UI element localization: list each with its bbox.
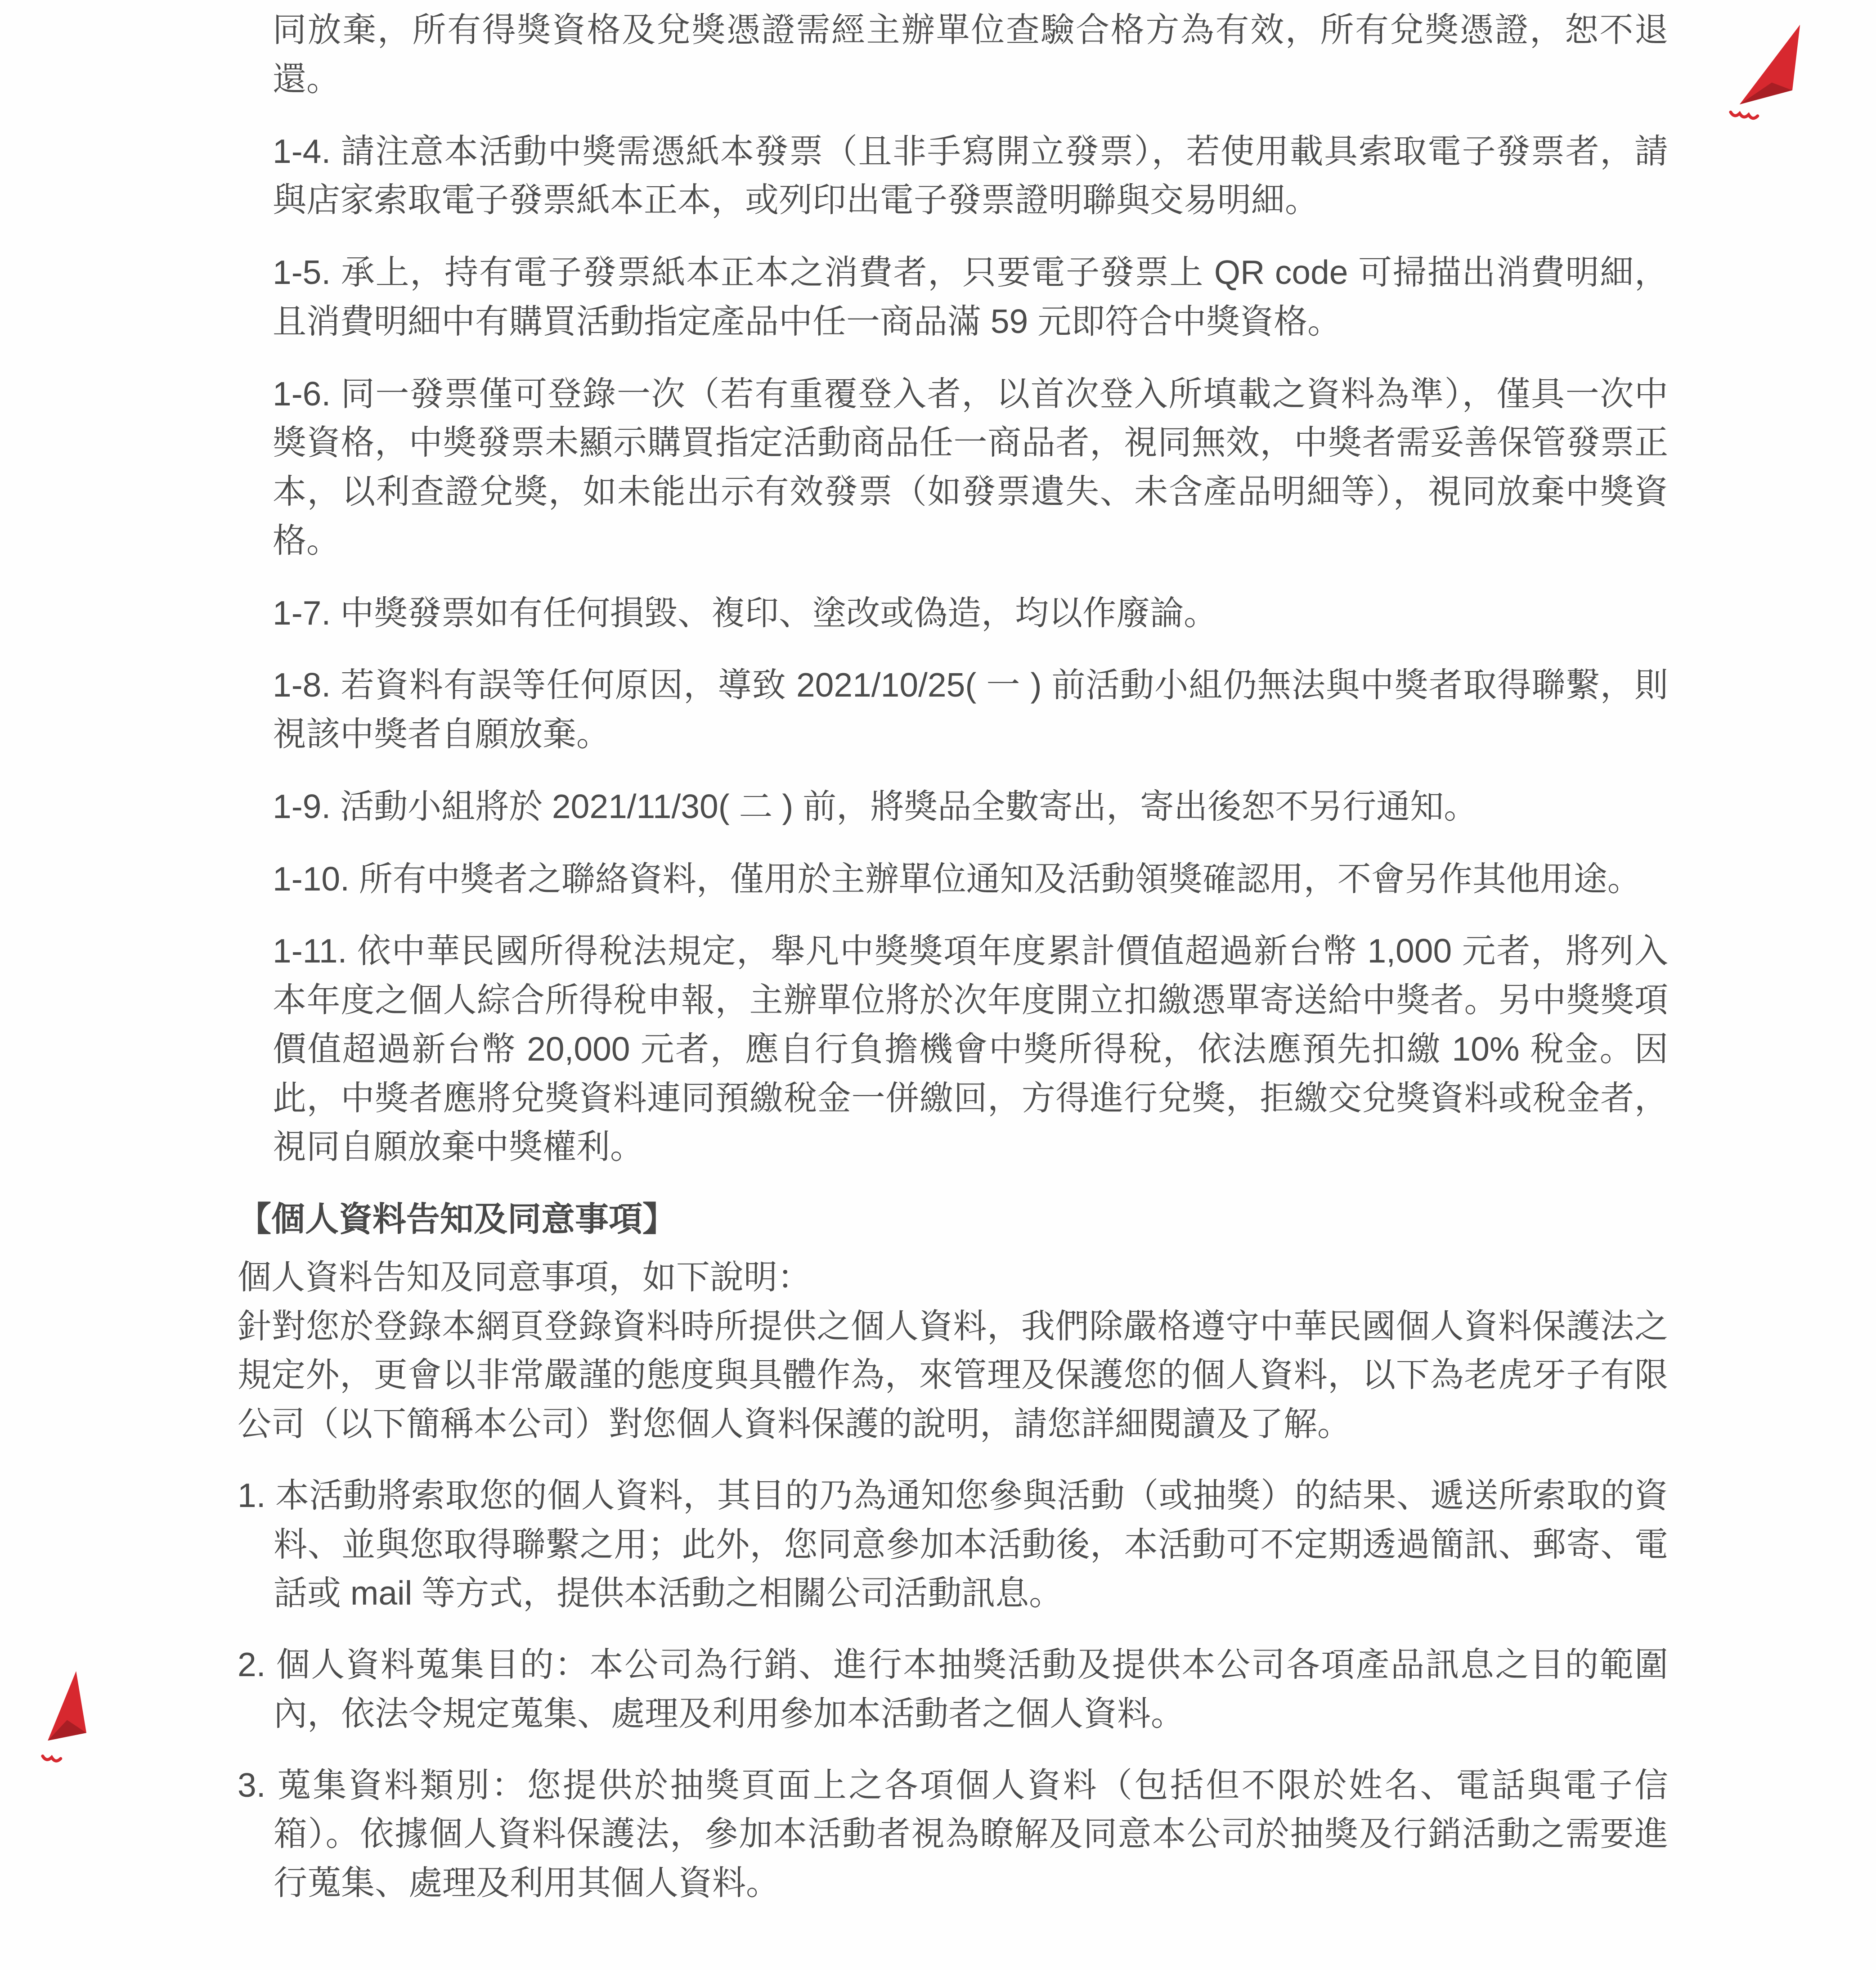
clause-text: 中獎發票如有任何損毀、複印、塗改或偽造，均以作廢論。 <box>340 594 1218 632</box>
privacy-intro <box>238 1253 1668 1448</box>
privacy-item-text: 本活動將索取您的個人資料，其目的乃為通知您參與活動（或抽獎）的結果、遞送所索取的資料、並與您取得聯繫之用；此外，您同意參加本活動後，本活動可不定期透過簡訊、郵寄、電話或 mail 等方式，提供本活動之相關公司活動訊息。 <box>274 1476 1668 1612</box>
privacy-item-number: 3. <box>238 1766 266 1804</box>
clause-1-9 <box>273 782 1668 831</box>
clause-1-11 <box>273 927 1668 1171</box>
clause-text: 活動小組將於 2021/11/30( 二 ) 前，將獎品全數寄出，寄出後恕不另行通知。 <box>340 787 1478 825</box>
clause-1-4 <box>273 127 1668 225</box>
paragraph-continuation: 同放棄，所有得獎資格及兌獎憑證需經主辦單位查驗合格方為有效，所有兌獎憑證，恕不退還。 <box>273 11 1668 98</box>
clause-number: 1-11. <box>273 932 347 970</box>
clause-text: 請注意本活動中獎需憑紙本發票（且非手寫開立發票），若使用載具索取電子發票者，請與店家索取電子發票紙本正本，或列印出電子發票證明聯與交易明細。 <box>273 132 1668 219</box>
ribbon-decoration-left-icon <box>40 1669 97 1779</box>
ribbon-decoration-top-right-icon <box>1727 23 1804 131</box>
clause-text: 若資料有誤等任何原因，導致 2021/10/25( 一 ) 前活動小組仍無法與中獎者取得聯繫，則視該中獎者自願放棄。 <box>273 666 1668 753</box>
terms-content <box>238 5 1668 1930</box>
clause-1-8 <box>273 661 1668 759</box>
clause-text: 同一發票僅可登錄一次（若有重覆登入者，以首次登入所填載之資料為準），僅具一次中獎資格，中獎發票未顯示購買指定活動商品任一商品者，視同無效，中獎者需妥善保管發票正本，以利查證兌獎，如未能出示有效發票（如發票遺失、未含產品明細等），視同放棄中獎資格。 <box>273 374 1668 559</box>
clause-number: 1-6. <box>273 374 331 413</box>
clause-text: 依中華民國所得稅法規定，舉凡中獎獎項年度累計價值超過新台幣 1,000 元者，將列入本年度之個人綜合所得稅申報，主辦單位將於次年度開立扣繳憑單寄送給中獎者。另中獎獎項價值超過新台幣 20,000 元者，應自行負擔機會中獎所得稅，依法應預先扣繳 10% 稅金。因此，中獎者應將兌獎資料連同預繳稅金一併繳回，方得進行兌獎，拒繳交兌獎資料或稅金者，視同自願放棄中獎權利。 <box>273 932 1668 1166</box>
privacy-item-number: 1. <box>238 1476 266 1514</box>
clause-number: 1-5. <box>273 253 331 291</box>
clause-number: 1-10. <box>273 859 350 898</box>
privacy-intro-line1: 個人資料告知及同意事項，如下說明： <box>238 1258 812 1296</box>
privacy-item-number: 2. <box>238 1646 266 1683</box>
clause-number: 1-9. <box>273 787 331 825</box>
clause-1-6 <box>273 369 1668 565</box>
privacy-item-text: 蒐集資料類別：您提供於抽獎頁面上之各項個人資料（包括但不限於姓名、電話與電子信箱）。依據個人資料保護法，參加本活動者視為瞭解及同意本公司於抽獎及行銷活動之需要進行蒐集、處理及利用其個人資料。 <box>274 1766 1668 1902</box>
privacy-section-heading: 【個人資料告知及同意事項】 <box>238 1200 677 1238</box>
privacy-intro-line2: 針對您於登錄本網頁登錄資料時所提供之個人資料，我們除嚴格遵守中華民國個人資料保護法之規定外，更會以非常嚴謹的態度與具體作為，來管理及保護您的個人資料，以下為老虎牙子有限公司（以下簡稱本公司）對您個人資料保護的說明，請您詳細閱讀及了解。 <box>238 1307 1668 1443</box>
clause-number: 1-4. <box>273 132 331 170</box>
clause-1-5 <box>273 248 1668 346</box>
clause-text: 所有中獎者之聯絡資料，僅用於主辦單位通知及活動領獎確認用，不會另作其他用途。 <box>359 859 1641 898</box>
privacy-item-text: 個人資料蒐集目的：本公司為行銷、進行本抽獎活動及提供本公司各項產品訊息之目的範圍內，依法令規定蒐集、處理及利用參加本活動者之個人資料。 <box>274 1646 1668 1732</box>
clause-number: 1-7. <box>273 594 331 632</box>
clause-1-10 <box>273 855 1668 904</box>
privacy-item-2 <box>238 1640 1668 1738</box>
clause-1-7 <box>273 589 1668 638</box>
privacy-item-1 <box>238 1471 1668 1618</box>
clause-text: 承上，持有電子發票紙本正本之消費者，只要電子發票上 QR code 可掃描出消費明細，且消費明細中有購買活動指定產品中任一商品滿 59 元即符合中獎資格。 <box>273 253 1668 340</box>
privacy-item-3 <box>238 1761 1668 1907</box>
clause-number: 1-8. <box>273 666 331 704</box>
